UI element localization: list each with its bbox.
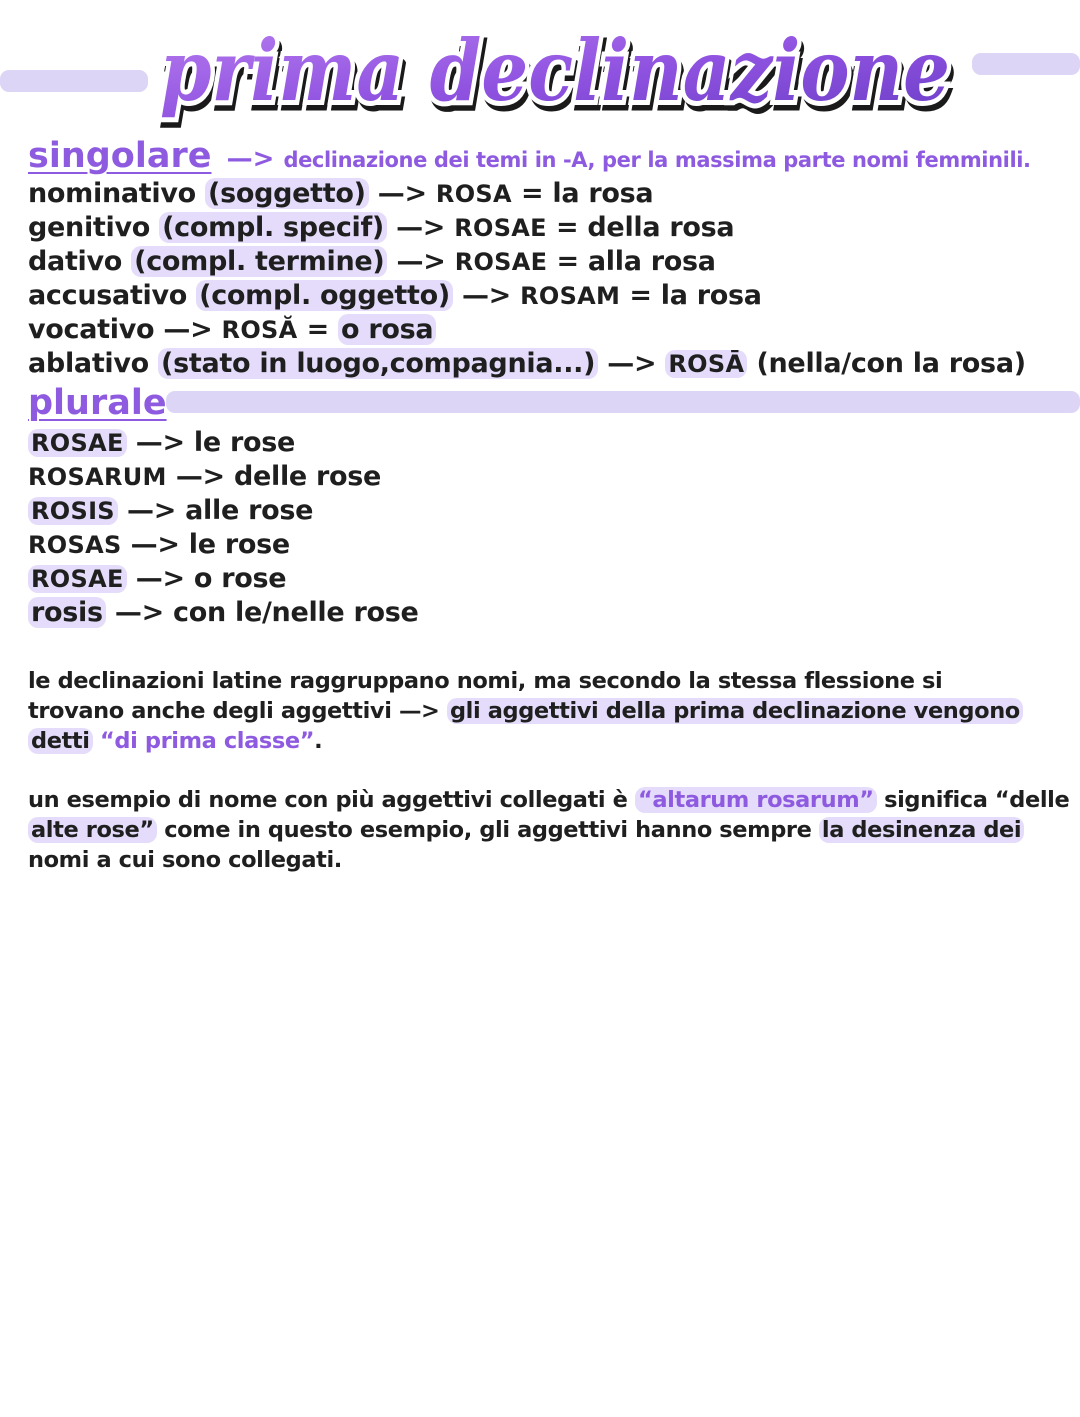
- plurale-header: [28, 383, 167, 423]
- quoted-term: “di prima classe”: [100, 728, 315, 754]
- arrow: —>: [130, 529, 180, 560]
- singolare-heading: singolare: [28, 136, 212, 176]
- title-outline: prima declinazione: [160, 21, 950, 120]
- case-note: (compl. specif): [159, 212, 387, 243]
- plural-row: [28, 461, 381, 492]
- case-name: ablativo: [28, 348, 149, 379]
- arrow: —>: [135, 563, 185, 594]
- title-text: prima declinazione: [160, 21, 950, 120]
- latin-form: ROSAM: [520, 282, 621, 310]
- arrow: —>: [396, 212, 446, 243]
- meaning: della rosa: [587, 212, 735, 243]
- arrow: —>: [396, 246, 446, 277]
- meaning: la rosa: [552, 178, 654, 209]
- latin-form: ROSĂ: [221, 316, 298, 344]
- quoted-term: “altarum rosarum”: [635, 787, 877, 813]
- latin-form: ROSĀ: [665, 350, 747, 378]
- meaning: delle rose: [233, 461, 382, 492]
- plural-row: [28, 427, 295, 458]
- case-row-dativo: [28, 246, 716, 277]
- page-title: [150, 8, 965, 128]
- plural-row: [28, 529, 290, 560]
- arrow: —>: [607, 348, 657, 379]
- case-note: (compl. oggetto): [196, 280, 453, 311]
- arrow: —>: [163, 314, 213, 345]
- case-name: accusativo: [28, 280, 188, 311]
- title-shadow: prima declinazione: [163, 27, 953, 126]
- plurale-heading: plurale: [28, 383, 167, 423]
- decor-bar-right: [972, 53, 1080, 75]
- meaning: le rose: [188, 529, 290, 560]
- meaning: (nella/con la rosa): [756, 348, 1026, 379]
- singolare-arrow: —>: [226, 144, 275, 174]
- highlight-fragment: gli aggettivi della prima declinazione vengono: [447, 698, 1023, 724]
- arrow: —>: [175, 461, 225, 492]
- case-note: (compl. termine): [131, 246, 387, 277]
- equals-sign: =: [520, 178, 544, 209]
- decor-bar-left: [0, 70, 148, 92]
- text-fragment: .: [314, 728, 323, 754]
- case-name: dativo: [28, 246, 123, 277]
- arrow: —>: [127, 495, 177, 526]
- meaning: o rosa: [338, 314, 436, 345]
- case-name: genitivo: [28, 212, 151, 243]
- latin-form: ROSAE: [454, 214, 547, 242]
- arrow: —>: [461, 280, 511, 311]
- paragraph-declinazioni: [28, 666, 1058, 756]
- case-row-vocativo: [28, 314, 436, 345]
- equals-sign: =: [629, 280, 652, 311]
- meaning: la rosa: [660, 280, 762, 311]
- paragraph-line: [28, 815, 1058, 845]
- case-note: (stato in luogo,compagnia...): [158, 348, 598, 379]
- paragraph-line: nomi a cui sono collegati.: [28, 847, 342, 873]
- highlight-fragment: alte rose”: [28, 817, 157, 843]
- equals-sign: =: [555, 212, 579, 243]
- case-row-genitivo: [28, 212, 734, 243]
- meaning: alla rosa: [587, 246, 716, 277]
- paragraph-esempio: [28, 785, 1070, 875]
- case-name: vocativo: [28, 314, 155, 345]
- latin-form: ROSAE: [28, 429, 127, 457]
- paragraph-line: le declinazioni latine raggruppano nomi, ma secondo la stessa flessione si: [28, 668, 943, 694]
- latin-form: ROSA: [435, 180, 512, 208]
- case-note: (soggetto): [205, 178, 369, 209]
- latin-form: ROSAE: [454, 248, 548, 276]
- paragraph-line: [28, 785, 1070, 815]
- latin-form: ROSARUM: [28, 463, 167, 491]
- singolare-header: [28, 136, 1031, 176]
- latin-form: ROSAE: [28, 565, 127, 593]
- latin-form: ROSAS: [28, 531, 122, 559]
- plural-row: [28, 563, 286, 594]
- latin-form: ROSIS: [28, 497, 118, 525]
- case-row-ablativo: [28, 348, 1026, 379]
- meaning: o rose: [193, 563, 287, 594]
- arrow: —>: [377, 178, 427, 209]
- case-name: nominativo: [28, 178, 196, 209]
- plural-row: [28, 495, 313, 526]
- singolare-description: declinazione dei temi in -A, per la massima parte nomi femminili.: [283, 148, 1031, 172]
- paragraph-line: [28, 726, 1058, 756]
- latin-form: rosis: [28, 597, 106, 628]
- arrow: —>: [135, 427, 185, 458]
- plural-row: [28, 597, 419, 628]
- text-fragment: come in questo esempio, gli aggettivi hanno sempre: [164, 817, 812, 843]
- meaning: alle rose: [185, 495, 314, 526]
- text-fragment: trovano anche degli aggettivi —>: [28, 698, 440, 724]
- arrow: —>: [114, 597, 164, 628]
- equals-sign: =: [556, 246, 579, 277]
- paragraph-line: [28, 696, 1058, 726]
- case-row-nominativo: [28, 178, 653, 209]
- text-fragment: significa “delle: [884, 787, 1070, 813]
- highlight-fragment: detti: [28, 728, 93, 754]
- text-fragment: un esempio di nome con più aggettivi collegati è: [28, 787, 628, 813]
- meaning: con le/nelle rose: [173, 597, 419, 628]
- case-row-accusativo: [28, 280, 762, 311]
- meaning: le rose: [193, 427, 296, 458]
- equals-sign: =: [306, 314, 329, 345]
- decor-bar-plurale: [166, 391, 1080, 413]
- highlight-fragment: la desinenza dei: [819, 817, 1024, 843]
